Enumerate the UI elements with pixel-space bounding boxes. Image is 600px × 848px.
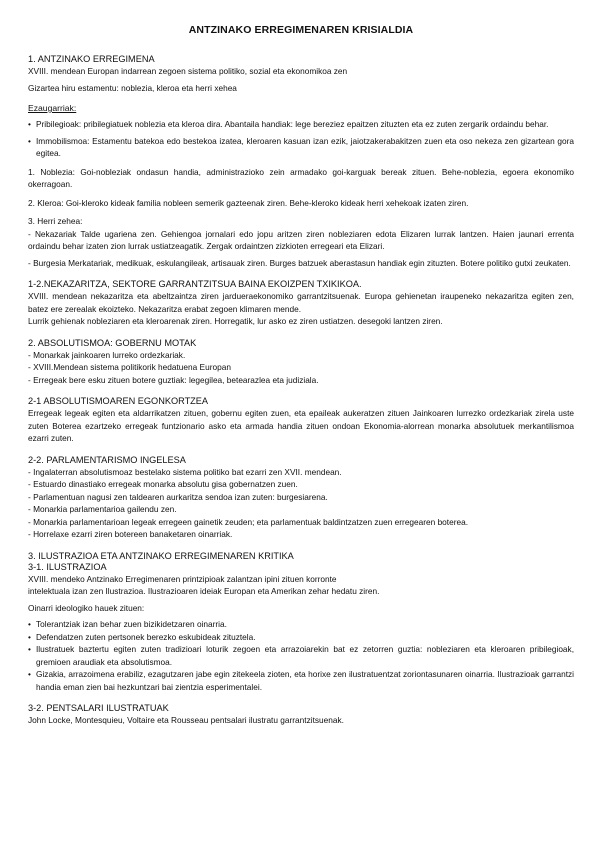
section-3-2-paragraph: John Locke, Montesquieu, Voltaire eta Rousseau pentsalari ilustratu garrantzitsuenak. [28, 715, 344, 725]
section-2-item: - Erregeak bere esku zituen botere guztiak: legegilea, betearazlea eta judiziala. [28, 374, 319, 385]
section-2-2-heading: 2-2. PARLAMENTARISMO INGELESA [28, 454, 186, 465]
section-3-heading: 3. ILUSTRAZIOA ETA ANTZINAKO ERREGIMENAREN KRITIKA [28, 550, 294, 561]
list-item-tolerance [28, 618, 574, 631]
section-3-1-line-3: Oinarri ideologiko hauek zituen: [28, 602, 145, 613]
list-item-rights [28, 631, 574, 644]
section-3-1-heading: 3-1. ILUSTRAZIOA [28, 561, 107, 572]
section-2-2-item: - Estuardo dinastiako erregeak monarka absolutu gisa gobernatzen zuen. [28, 479, 298, 489]
section-2-2-item: - Horrelaxe ezarri ziren botereen banaketaren oinarriak. [28, 529, 233, 539]
section-2-2-item: - Monarkia parlamentarioa gailendu zen. [28, 504, 177, 514]
section-3-1-line-1: XVIII. mendeko Antzinako Erregimenaren printzipioak zalantzan ipini zituen korronte [28, 573, 337, 584]
document-title: ANTZINAKO ERREGIMENAREN KRISIALDIA [188, 24, 414, 36]
section-1-2-paragraph-2: Lurrik gehienak nobleziaren eta kleroarenak ziren. Horregatik, lur asko ez ziren ustiatzen. desegoki lantzen ziren. [28, 316, 443, 326]
list-item-text: Defendatzen zuten pertsonek berezko eskubideak zituztela. [36, 631, 256, 642]
section-2-1-paragraph: Erregeak legeak egiten eta aldarrikatzen zituen, gobernu egiten zuen, eta epaileak aukeratzen zituen Jainkoaren lurrezko ordezkariak zirela uste zuten Boterea ezartzeko erregeak funtzionario asko eta armada handia zituen ondoan Ekonomia-alorrean monarka absolutuek merkantilismoa ezarri zuten. [28, 408, 574, 443]
section-2-2-item: - Parlamentuan nagusi zen taldearen aurkaritza sendoa izan zuten: burgesiarena. [28, 491, 328, 502]
bullet-marker: • [28, 619, 31, 629]
section-2-2-item: - Ingalaterran absolutismoaz bestelako sistema politiko bat ezarri zen XVII. mendean. [28, 466, 342, 477]
section-3-1-line-2: intelektuala izan zen Ilustrazioa. Ilustrazioaren ideiak Europan eta Amerikan zehar hedatu ziren. [28, 586, 380, 596]
section-2-heading: 2. ABSOLUTISMOA: GOBERNU MOTAK [28, 337, 197, 348]
estate-clergy: 2. Kleroa: Goi-kleroko kideak familia nobleen semerik gazteenak ziren. Behe-kleroko kideak herri xehekoak izaten ziren. [28, 197, 469, 208]
section-2-item: - XVIII.Mendean sistema politikorik hedatuena Europan [28, 362, 231, 372]
bullet-marker: • [28, 135, 31, 146]
section-3-2-heading: 3-2. PENTSALARI ILUSTRATUAK [28, 703, 169, 713]
list-item-text: Pribilegioak: pribilegiatuek noblezia eta kleroa dira. Abantaila handiak: lege bereziez epaitzen zituzten eta ez zuten zergarik ordaindu behar. [36, 119, 549, 129]
section-1-2-heading: 1-2.NEKAZARITZA, SEKTORE GARRANTZITSUA BAINA EKOIZPEN TXIKIKOA. [28, 279, 362, 289]
section-1-intro-line-1: XVIII. mendean Europan indarrean zegoen sistema politiko, sozial eta ekonomikoa zen [28, 66, 348, 76]
list-item-text: Gizakia, arrazoimena erabiliz, ezagutzaren jabe egin zitekeela zioten, eta horixe zen ilustratuentzat zoriontasunaren oinarria. Ilustrazioak garrantzi handia eman zien bai hezkuntzari bai zientzia esperimentalei. [36, 669, 574, 692]
bullet-marker: • [28, 631, 31, 642]
bullet-marker: • [28, 669, 31, 679]
list-item-text: Ilustratuek baztertu egiten zuten tradizioari loturik zegoen eta arrazoiarekin bat ez zetorren guztia: nobleziaren eta kleroaren pribilegioak, gremioen araudiak eta absolutismoa. [36, 644, 574, 667]
list-item-privileges [28, 118, 574, 131]
section-2-2-item: - Monarkia parlamentarioan legeak erregeen gainetik zeuden; eta parlamentuak baldintzatzen zuen erregearen boterea. [28, 516, 469, 527]
section-1-2-paragraph-1: XVIII. mendean nekazaritza eta abeltzaintza ziren jardueraekonomiko garrantzitsuenak. Europa gehienetan iraupeneko nekazaritza egiten zen, batez ere zerealak ekoizteko. Nekazaritza erabat zegoen klimaren mende. [28, 291, 574, 314]
section-2-1-heading: 2-1 ABSOLUTISMOAREN EGONKORTZEA [28, 396, 209, 406]
section-1-heading: 1. ANTZINAKO ERREGIMENA [28, 54, 155, 64]
bullet-marker: • [28, 644, 31, 654]
estate-nobility: 1. Noblezia: Goi-nobleziak ondasun handia, administrazioko zein armadako goi-karguak bereak zituen. Behe-noblezia, egoera ekonomiko okerragoan. [28, 166, 574, 189]
features-subheading: Ezaugarriak: [28, 103, 77, 113]
list-item-reason [28, 668, 574, 693]
section-1-intro-line-2: Gizartea hiru estamentu: noblezia, kleroa eta herri xehea [28, 82, 237, 93]
section-2-item: - Monarkak jainkoaren lurreko ordezkariak. [28, 349, 186, 360]
bullet-marker: • [28, 119, 31, 129]
commoners-peasants: - Nekazariak Talde ugariena zen. Gehiengoa jornalari edo jopu aritzen ziren nobleziaren edota Elizaren lurrak lantzen. Haien jaunari errenta ordaindu behar izaten zion lurrak ustiatzeagatik. Zergak ordaintzen zizkioten erregeari eta Elizari. [28, 228, 574, 251]
commoners-bourgeoisie: - Burgesia Merkatariak, medikuak, eskulangileak, artisauak ziren. Burges batzuek aberastasun handiak egin zituzten. Botere politiko gutxi zeukaten. [28, 257, 571, 268]
list-item-rejection [28, 643, 574, 668]
list-item-text: Tolerantziak izan behar zuen bizikidetzaren oinarria. [36, 619, 227, 629]
list-item-immobilism [28, 135, 574, 160]
document-page [28, 24, 574, 727]
list-item-text: Immobilismoa: Estamentu batekoa edo bestekoa izatea, kleroaren kasuan izan ezik, jaiotzakerabakitzen zuen eta oso nekeza zen gizartean gora egitea. [36, 135, 574, 158]
estate-commoners: 3. Herri zehea: [28, 216, 83, 226]
